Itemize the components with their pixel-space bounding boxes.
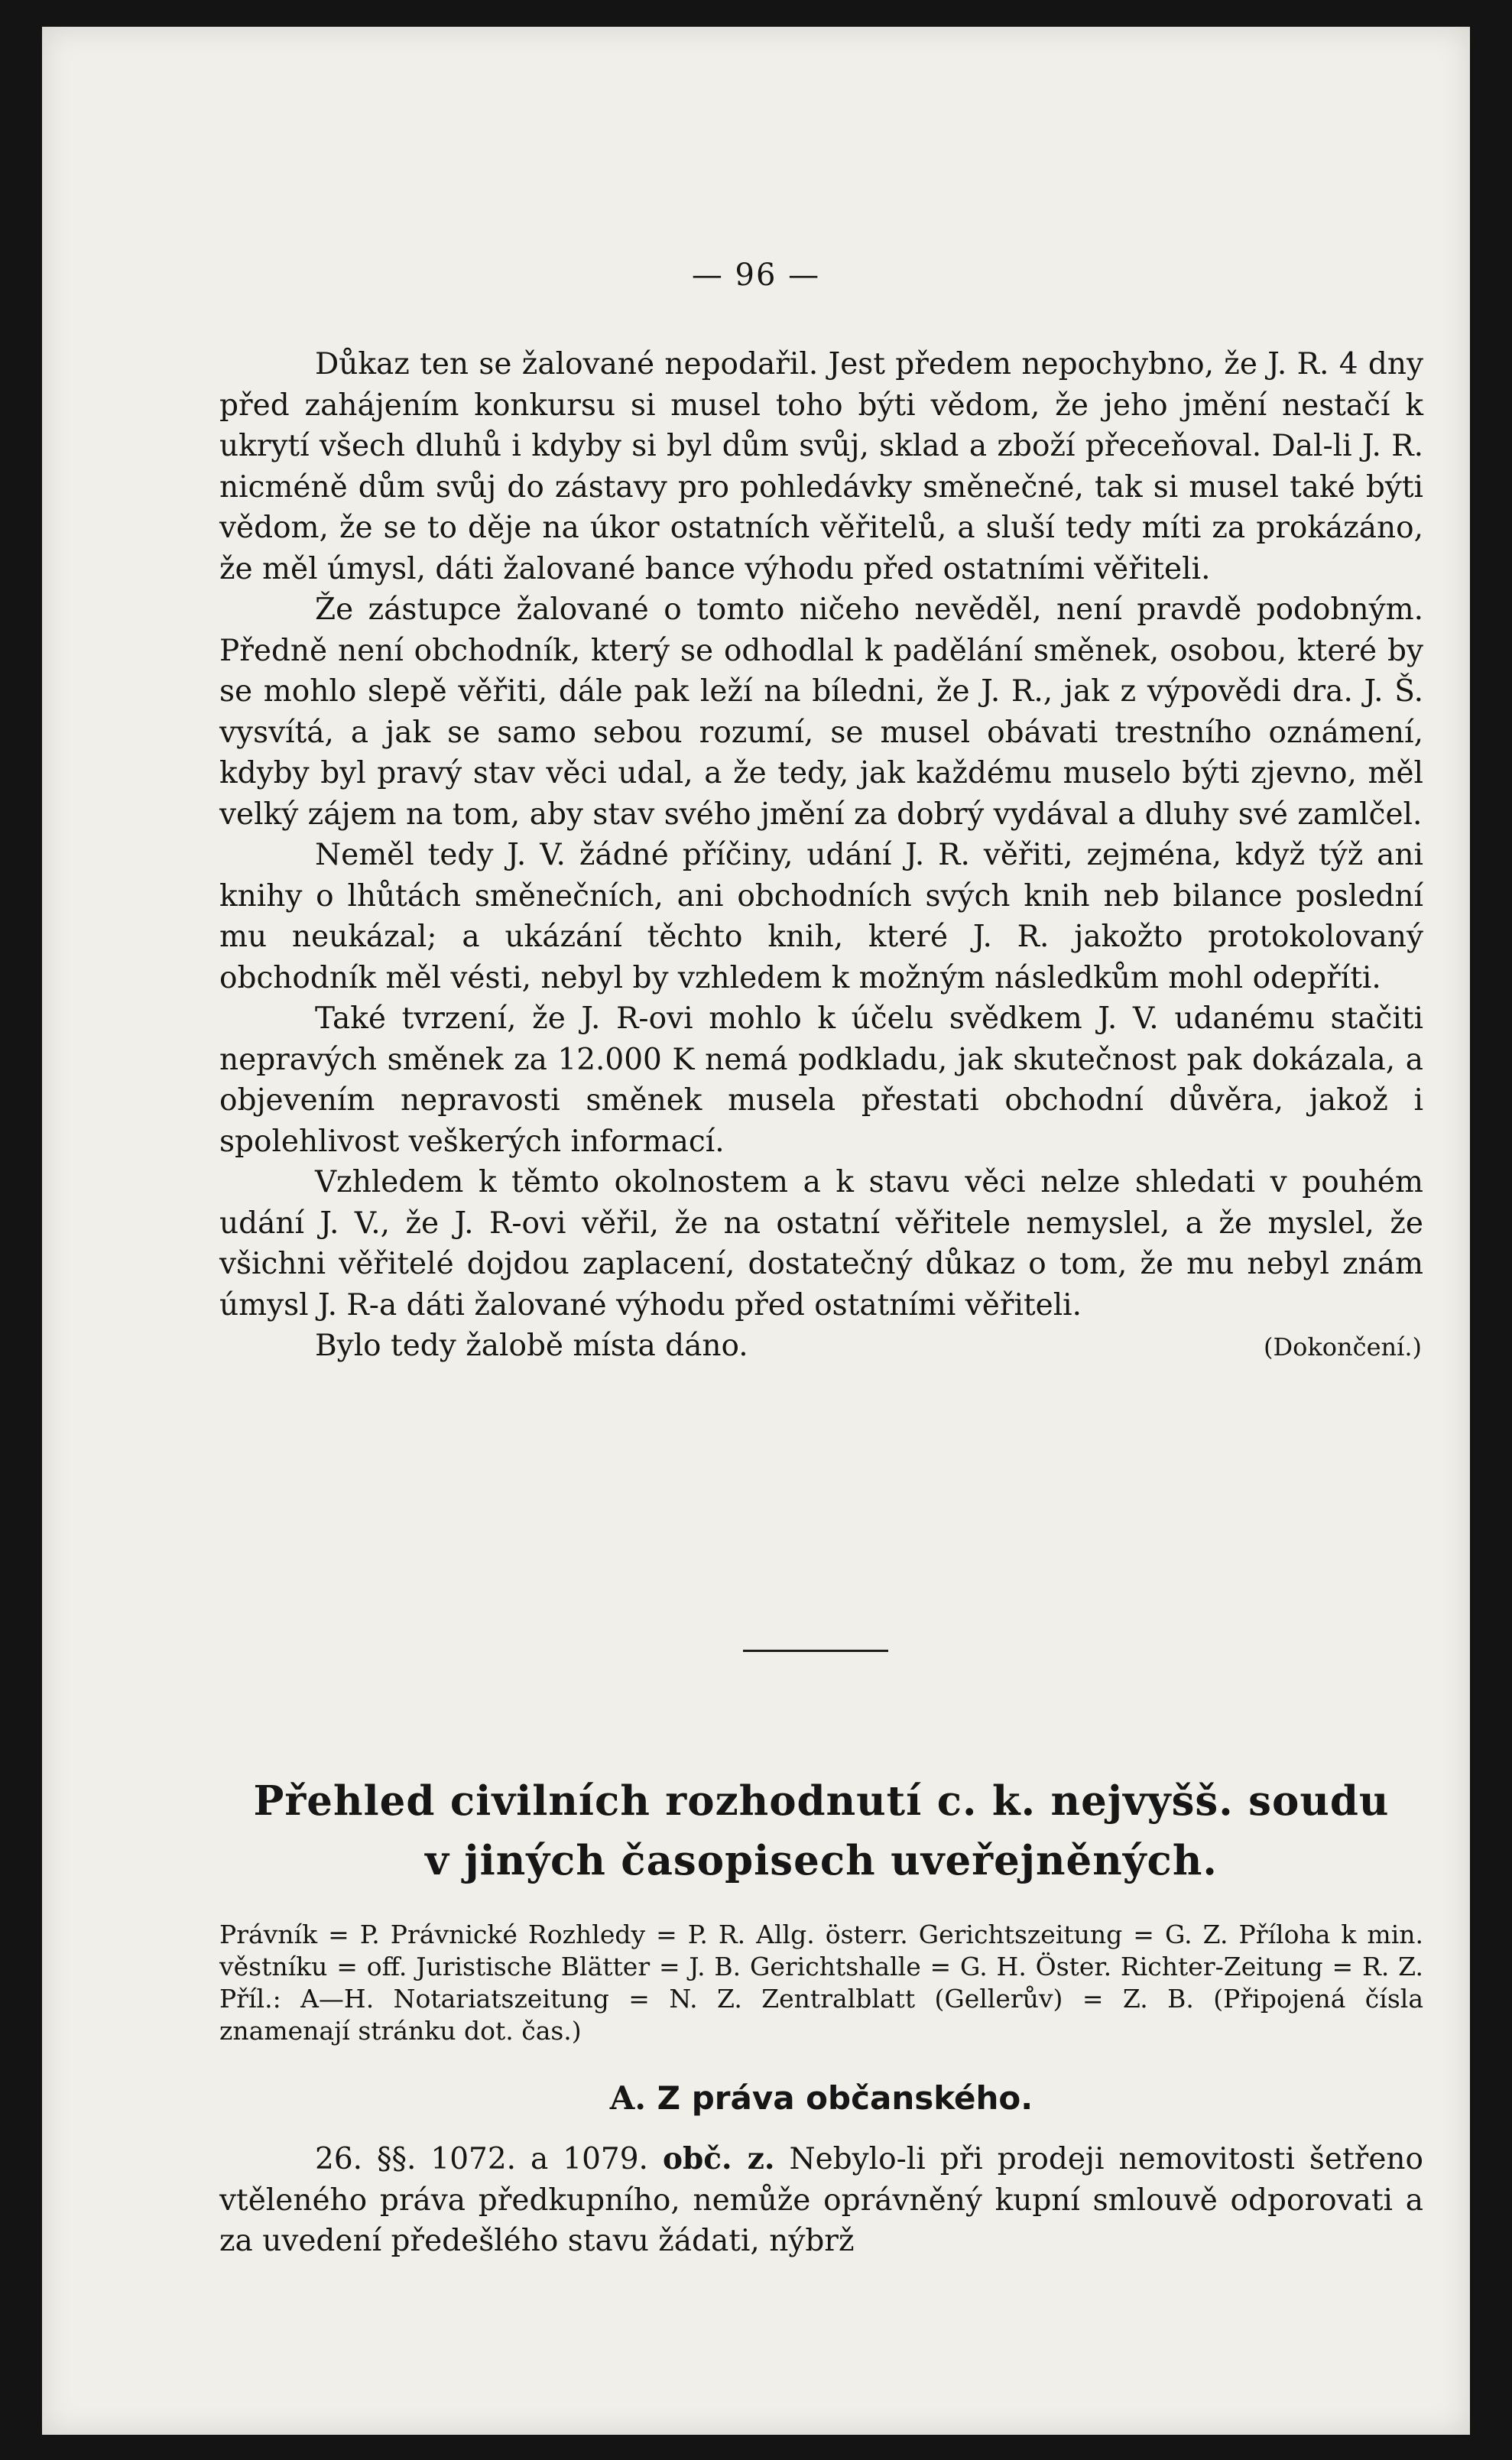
section-title-line-1: Přehled civilních rozhodnutí c. k. nejvyšš. soudu [253, 1777, 1390, 1825]
closing-sentence: Bylo tedy žalobě místa dáno. [315, 1329, 748, 1363]
article-body [219, 344, 1423, 1368]
paragraph-5: Vzhledem k těmto okolnostem a k stavu věci nelze shledati v pouhém udání J. V., že J. R-ovi věřil, že na ostatní věřitele nemyslel, a že myslel, že všichni věřitelé dojdou zaplacení, dostatečný důkaz o tom, že mu nebyl znám úmysl J. R-a dáti žalované výhodu před ostatními věřiteli. [219, 1165, 1423, 1322]
decision-reference: §§. 1072. a 1079. [377, 2142, 648, 2176]
decision-number: 26. [315, 2142, 363, 2176]
decision-code: obč. z. [662, 2141, 775, 2176]
closing-line [219, 1326, 1423, 1368]
section-title-line-2: v jiných časopisech uveřejněných. [425, 1837, 1218, 1884]
continuation-note: (Dokončení.) [1263, 1332, 1422, 1361]
book-page [42, 27, 1470, 2435]
subheading-text: Z práva občanského. [657, 2079, 1033, 2117]
decision-entry [219, 2139, 1423, 2262]
paragraph-2: Že zástupce žalované o tomto ničeho nevěděl, není pravdě podobným. Předně není obchodník, který se odhodlal k padělání směnek, osobou, které by se mohlo slepě věřiti, dále pak leží na bíledni, že J. R., jak z výpovědi dra. J. Š. vysvítá, a jak se samo sebou rozumí, se musel obávati trestního oznámení, kdyby byl pravý stav věci udal, a že tedy, jak každému muselo býti zjevno, měl velký zájem na tom, aby stav svého jmění za dobrý vydával a dluhy své zamlčel. [219, 592, 1423, 832]
subheading-prefix: A. [609, 2079, 646, 2117]
paragraph-1: Důkaz ten se žalované nepodařil. Jest předem nepochybno, že J. R. 4 dny před zahájením konkursu si musel toho býti vědom, že jeho jmění nestačí k ukrytí všech dluhů i kdyby si byl dům svůj, sklad a zboží přeceňoval. Dal-li J. R. nicméně dům svůj do zástavy pro pohledávky směnečné, tak si musel také býti vědom, že se to děje na úkor ostatních věřitelů, a sluší tedy míti za prokázáno, že měl úmysl, dáti žalované bance výhodu před ostatními věřiteli. [219, 347, 1423, 586]
paragraph-4: Také tvrzení, že J. R-ovi mohlo k účelu svědkem J. V. udanému stačiti nepravých směnek za 12.000 K nemá podkladu, jak skutečnost pak dokázala, a objevením nepravosti směnek musela přestati obchodní důvěra, jakož i spolehlivost veškerých informací. [219, 1001, 1423, 1159]
decision-text: Nebylo-li při prodeji nemovitosti šetřeno vtěleného práva předkupního, nemůže oprávněný kupní smlouvě odporovati a za uvedení předešlého stavu žádati, nýbrž [219, 2142, 1424, 2258]
subheading [219, 2079, 1423, 2117]
section-divider [743, 1650, 888, 1652]
section-title [219, 1771, 1423, 1890]
abbreviation-legend: Právník = P. Právnické Rozhledy = P. R. Allg. österr. Gerichtszeitung = G. Z. Příloha k min. věstníku = off. Juristische Blätter = J. B. Gerichtshalle = G. H. Öster. Richter-Zeitung = R. Z. Příl.: A—H. Notariatszeitung = N. Z. Zentralblatt (Gellerův) = Z. B. (Připojená čísla znamenají stránku dot. čas.) [219, 1920, 1423, 2046]
paragraph-3: Neměl tedy J. V. žádné příčiny, udání J. R. věřiti, zejména, když týž ani knihy o lhůtách směnečních, ani obchodních svých knih neb bilance poslední mu neukázal; a ukázání těchto knih, které J. R. jakožto protokolovaný obchodník měl vésti, nebyl by vzhledem k možným následkům mohl odepříti. [219, 838, 1423, 995]
page-number: — 96 — [691, 258, 821, 293]
